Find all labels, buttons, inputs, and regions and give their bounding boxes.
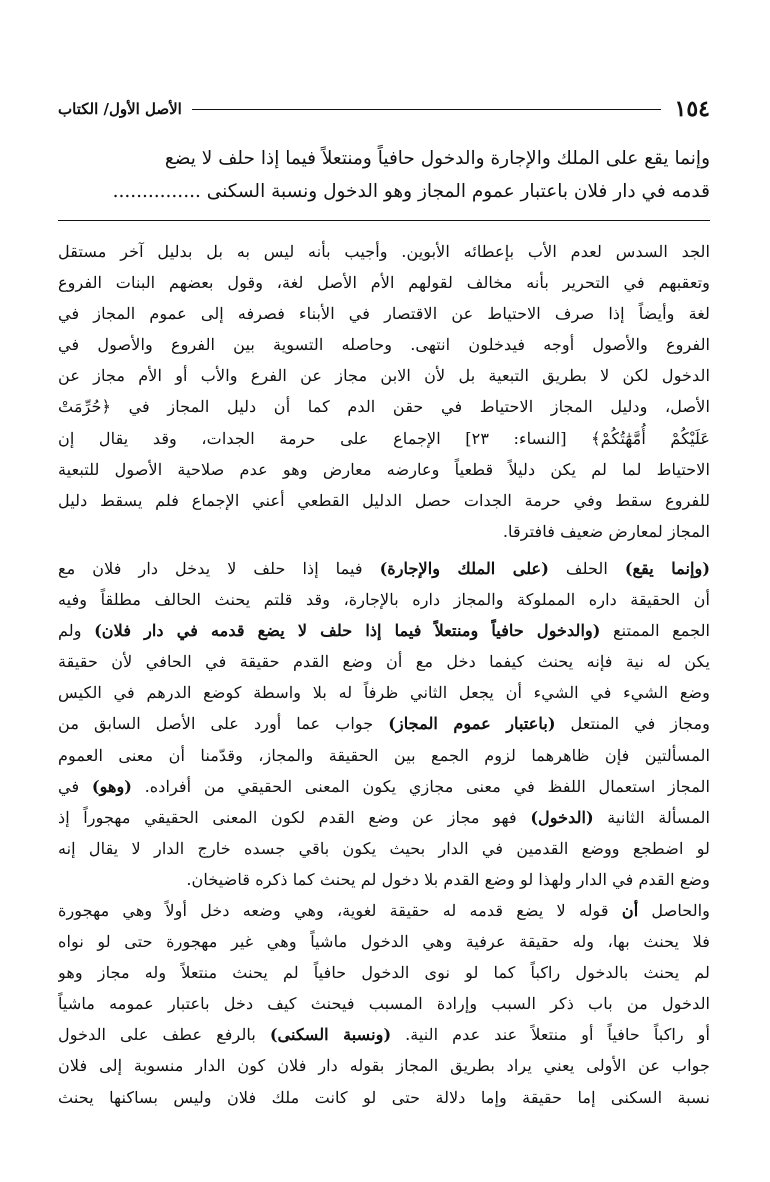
commentary-line: أن الحقيقة داره المملوكة والمجاز داره بالإجارة، وقد قلتم يحنث الحالف مطلقاً وفيه <box>58 590 710 610</box>
commentary-line: الجد السدس لعدم الأب بإعطائه الأبوين. وأجيب بأنه ليس به بل بدليل آخر مستقل <box>58 242 710 261</box>
commentary-line: الدخول من باب ذكر السبب وإرادة المسبب فيحنث كيف دخل باعتبار عمومه ماشياً <box>58 994 710 1014</box>
commentary <box>58 236 710 1113</box>
line-text: ومجاز في المنتعل <box>555 714 710 734</box>
line-text: المسألة الثانية <box>593 807 710 827</box>
line-text: والحاصل <box>638 900 710 920</box>
commentary-line <box>58 708 710 739</box>
line-text: بالرفع عطف على الدخول <box>58 1025 270 1045</box>
commentary-line: وضع القدم في الدار ولهذا لو وضع القدم بلا دخول لم يحنث كما ذكره قاضيخان. <box>186 869 710 889</box>
commentary-line: نسبة السكنى إما حقيقة وإما دلالة حتى لو كانت ملك فلان وليس بساكنها يحنث <box>58 1087 710 1107</box>
commentary-line <box>58 802 710 833</box>
main-text-line: قدمه في دار فلان باعتبار عموم المجاز وهو الدخول ونسبة السكنى ............... <box>112 181 710 202</box>
main-text-line: وإنما يقع على الملك والإجارة والدخول حافياً ومنتعلاً فيما إذا حلف لا يضع <box>164 148 710 169</box>
line-text: الجمع الممتنع <box>600 621 710 641</box>
commentary-line: الفروع والأصول أوجه فيدخلون انتهى. وحاصله التسوية بين الفروع والأصول في <box>58 335 710 355</box>
commentary-line: لو اضطجع ووضع القدمين في الدار بحيث يكون باقي جسده خارج الدار لا يقال إنه <box>58 838 710 858</box>
quoted-text: (باعتبار عموم المجاز) <box>388 714 556 734</box>
commentary-line: لغة وأيضاً إذا صرف الاحتياط عن الاقتصار في الأبناء فصرفه إلى عموم المجاز في <box>58 304 710 324</box>
quoted-text: (والدخول حافياً ومنتعلاً فيما إذا حلف لا يضع قدمه في دار فلان) <box>94 621 601 641</box>
commentary-line: الدخول لكن لا بطريق التبعية بل لأن الابن مجاز عن الفرع والأب أو الأم مجاز عن <box>58 366 710 386</box>
quoted-text: (وهو) <box>91 776 132 796</box>
header-rule <box>192 109 661 110</box>
commentary-line: وضع الشيء في الشيء أن يجعل الثاني ظرفاً له بلا واسطة كوضع الدرهم في الكيس <box>58 683 710 703</box>
quoted-text: أن <box>621 900 639 920</box>
commentary-line: الاحتياط لما لم يكن دليلاً قطعياً وعارضه معارض وهو عدم صلاحية الأصول للتبعية <box>58 459 710 479</box>
quoted-text: (وإنما يقع) <box>624 558 710 578</box>
commentary-line: لم يحنث بالدخول راكباً كما لو نوى الدخول حافياً لم يحنث منتعلاً وله مجاز وهو <box>58 963 710 983</box>
quoted-text: (ونسبة السكنى) <box>269 1025 392 1045</box>
line-text: أو راكباً حافياً أو منتعلاً عند عدم النية. <box>391 1025 710 1045</box>
line-text: الحلف <box>548 558 625 578</box>
page-number: ١٥٤ <box>674 96 710 122</box>
commentary-line: عَلَيْكُمْ أُمَّهَٰتُكُمْ﴾ [النساء: ٢٣] الإجماع على حرمة الجدات، وقد يقال إن <box>58 428 710 448</box>
commentary-line: جواب عن الأولى يعني يراد بطريق المجاز بقوله دار فلان كون الدار منسوبة إلى فلان <box>58 1056 710 1076</box>
line-text: في <box>58 776 92 796</box>
commentary-line: المسألتين فإن ظاهرهما لزوم الجمع بين الحقيقة والمجاز، وقدّمنا أن معنى العموم <box>58 745 710 765</box>
commentary-line: وتعقبهم في التحرير بأنه مخالف لقولهم الأم الأصل لغة، وقول بعضهم البنات الفروع <box>58 273 710 293</box>
line-text: قوله لا يضع قدمه له حقيقة لغوية، وهي وضعه دخل أولاً وهي مهجورة <box>58 900 622 920</box>
line-text: جواب عما أورد على الأصل السابق من <box>58 714 389 734</box>
commentary-line <box>58 553 710 584</box>
quoted-text: (الدخول) <box>530 807 594 827</box>
line-text: فيما إذا حلف لا يدخل دار فلان مع <box>58 558 380 578</box>
main-text <box>58 142 710 208</box>
line-text: ولم <box>58 621 95 641</box>
quoted-text: (على الملك والإجارة) <box>379 558 549 578</box>
running-title: الأصل الأول/ الكتاب <box>58 100 182 118</box>
commentary-line <box>58 895 710 926</box>
commentary-line <box>58 1019 710 1050</box>
line-text: فهو مجاز عن وضع القدم لكون المعنى الحقيقي مهجوراً إذ <box>58 807 531 827</box>
commentary-line <box>58 771 710 802</box>
line-text: المجاز استعمال اللفظ في معنى مجازي يكون المعنى الحقيقي من أفراده. <box>131 776 710 796</box>
commentary-line: المجاز لمعارض ضعيف فافترقا. <box>502 521 710 541</box>
commentary-line: فلا يحنث بها، وله حقيقة عرفية وهي الدخول ماشياً وهي غير مهجورة حتى لو نواه <box>58 932 710 952</box>
commentary-line: للفروع سقط وفي حرمة الجدات حصل الدليل القطعي أعني الإجماع فلم يسقط دليل <box>58 490 710 510</box>
commentary-line: الأصل، ودليل المجاز الاحتياط في حقن الدم كما أن دليل المجاز في ﴿حُرِّمَتْ <box>58 397 710 417</box>
commentary-line: يكن له نية فإنه يحنث كيفما دخل مع أن وضع القدم حقيقة في الحافي لأن حقيقة <box>58 652 710 672</box>
footnote-separator <box>58 220 710 221</box>
commentary-line <box>58 615 710 646</box>
page-header <box>58 96 710 122</box>
